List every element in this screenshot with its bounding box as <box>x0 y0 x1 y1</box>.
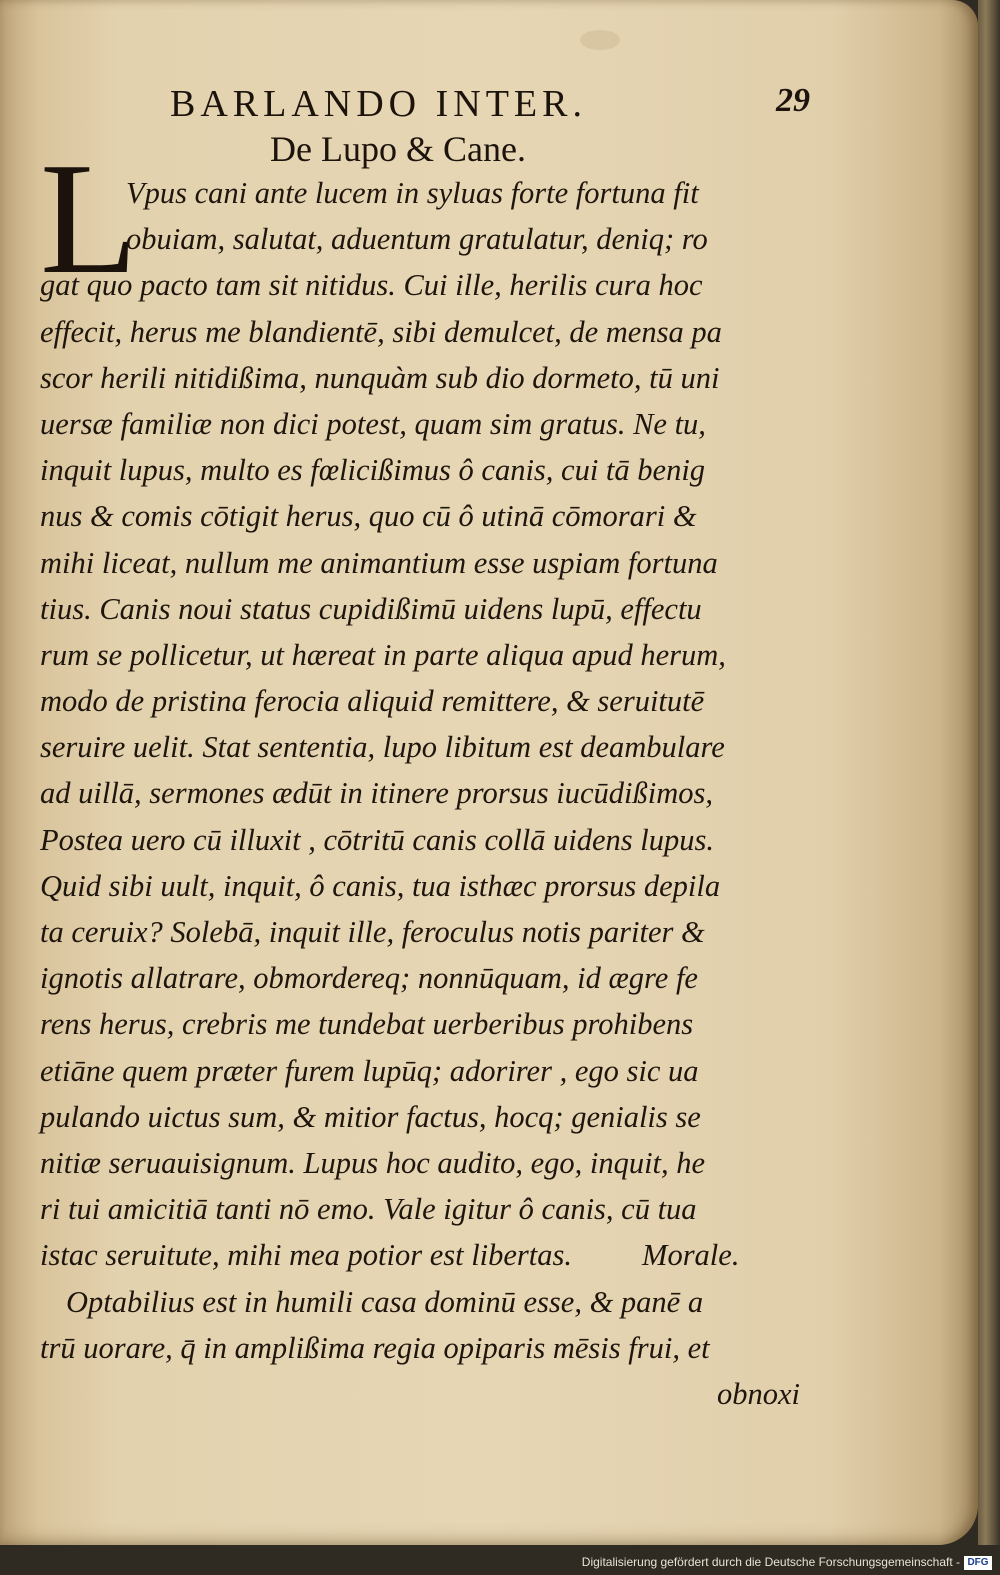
text-line: Quid sibi uult, inquit, ô canis, tua isthæc prorsus depila <box>40 868 721 903</box>
text-line: effecit, herus me blandientē, sibi demulcet, de mensa pa <box>40 314 722 349</box>
page-number: 29 <box>776 82 810 119</box>
text-line: ri tui amicitiā tanti nō emo. Vale igitur ô canis, cū tua <box>40 1192 697 1227</box>
text-line: tius. Canis noui status cupidißimū uidens lupū, effectu <box>40 591 702 626</box>
text-line: inquit lupus, multo es fœlicißimus ô canis, cui tā benig <box>40 453 706 488</box>
moral-label: Morale. <box>642 1238 740 1273</box>
text-line: Optabilius est in humili casa dominū esse, & panē a <box>66 1284 704 1319</box>
text-line: nitiæ seruauisignum. Lupus hoc audito, ego, inquit, he <box>40 1145 706 1180</box>
drop-cap-initial: L <box>40 129 138 307</box>
text-line: ta ceruix? Solebā, inquit ille, feroculus notis pariter & <box>40 915 705 949</box>
fable-title: De Lupo & Cane. <box>270 129 526 169</box>
paper-stain <box>580 30 620 50</box>
footer-bar <box>0 1545 1000 1575</box>
text-line: obuiam, salutat, aduentum gratulatur, deniq; ro <box>126 222 708 257</box>
page-header <box>170 82 810 132</box>
text-line: Vpus cani ante lucem in syluas forte fortuna fit <box>126 176 699 210</box>
text-line: trū uorare, q̄ in amplißima regia opiparis mēsis frui, et <box>40 1330 710 1365</box>
text-line-with-moral <box>40 1232 800 1278</box>
text-line: rens herus, crebris me tundebat uerberibus prohibens <box>40 1007 694 1042</box>
text-line: istac seruitute, mihi mea potior est libertas. <box>40 1238 573 1273</box>
text-line: modo de pristina ferocia aliquid remittere, & seruitutē <box>40 684 705 719</box>
funding-credit: Digitalisierung gefördert durch die Deutsche Forschungsgemeinschaft - <box>581 1555 960 1569</box>
text-line: uersæ familiæ non dici potest, quam sim gratus. Ne tu, <box>40 406 706 441</box>
book-edge <box>978 0 1000 1575</box>
text-line: mihi liceat, nullum me animantium esse uspiam fortuna <box>40 545 718 580</box>
text-line: etiāne quem præter furem lupūq; adorirer , ego sic ua <box>40 1053 699 1088</box>
catchword: obnoxi <box>716 1376 800 1411</box>
text-line: seruire uelit. Stat sententia, lupo libitum est deambulare <box>40 730 725 765</box>
text-line: ignotis allatrare, obmordereq; nonnūquam, id ægre fe <box>40 961 698 996</box>
text-line: scor herili nitidißima, nunquàm sub dio dormeto, tū uni <box>40 360 720 395</box>
running-head: BARLANDO INTER. <box>170 83 587 125</box>
text-line: gat quo pacto tam sit nitidus. Cui ille, herilis cura hoc <box>40 268 703 303</box>
text-line: pulando uictus sum, & mitior factus, hocq; genialis se <box>40 1099 701 1134</box>
text-line: Postea uero cū illuxit , cōtritū canis collā uidens lupus. <box>40 822 715 857</box>
text-line: nus & comis cōtigit herus, quo cū ô utinā cōmorari & <box>40 499 697 534</box>
body-text <box>40 170 800 1417</box>
dfg-logo: DFG <box>964 1556 992 1570</box>
text-line: rum se pollicetur, ut hæreat in parte aliqua apud herum, <box>40 637 726 672</box>
text-line: ad uillā, sermones ædūt in itinere prorsus iucūdißimos, <box>40 776 713 811</box>
